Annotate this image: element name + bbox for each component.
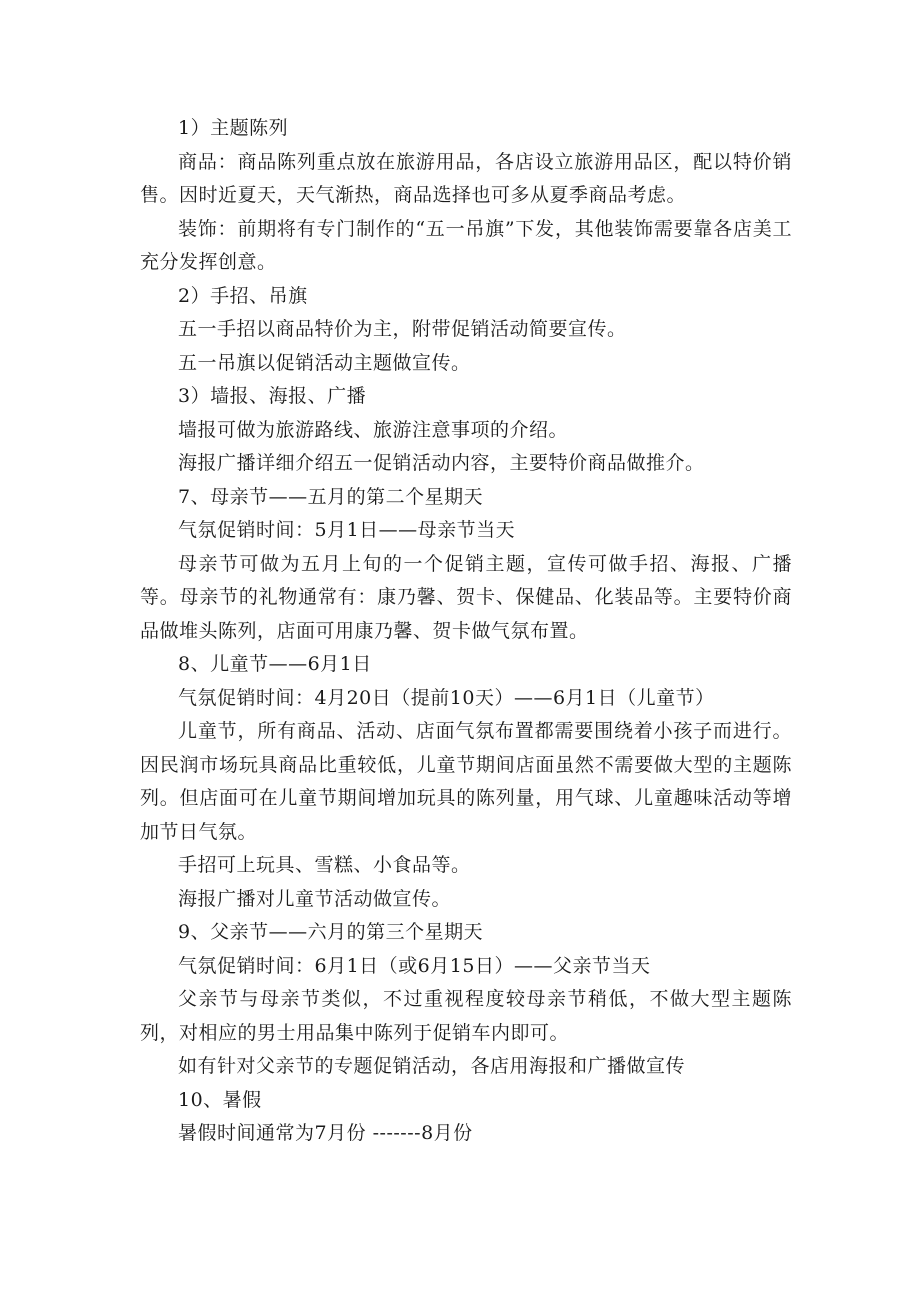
- section-heading-fathers-day: 9、父亲节——六月的第三个星期天: [178, 921, 484, 943]
- section-heading-theme-display: 1）主题陈列: [178, 117, 289, 139]
- paragraph-summer-vacation-time: 暑假时间通常为7月份 -------8月份: [178, 1122, 473, 1144]
- paragraph-fathers-day-body: 父亲节与母亲节类似，不过重视程度较母亲节稍低，不做大型主题陈列，对相应的男士用品集中陈列于促销车内即可。: [140, 988, 792, 1044]
- paragraph-wall-poster: 墙报可做为旅游路线、旅游注意事项的介绍。: [178, 418, 569, 441]
- section-heading-childrens-day: 8、儿童节——6月1日: [178, 653, 372, 675]
- document-page: [140, 112, 792, 1151]
- paragraph-poster-broadcast: 海报广播详细介绍五一促销活动内容，主要特价商品做推介。: [178, 452, 705, 474]
- paragraph-mothers-day-body: 母亲节可做为五月上旬的一个促销主题，宣传可做手招、海报、广播等。母亲节的礼物通常有：康乃馨、贺卡、保健品、化装品等。主要特价商品做堆头陈列，店面可用康乃馨、贺卡做气氛布置。: [140, 552, 792, 642]
- paragraph-fathers-day-promo: 如有针对父亲节的专题促销活动，各店用海报和广播做宣传: [178, 1055, 686, 1077]
- paragraph-banner: 五一吊旗以促销活动主题做宣传。: [178, 351, 471, 374]
- paragraph-mothers-day-time: 气氛促销时间：5月1日——母亲节当天: [178, 519, 516, 541]
- section-heading-wall-poster-broadcast: 3）墙报、海报、广播: [178, 385, 367, 407]
- paragraph-handbill: 五一手招以商品特价为主，附带促销活动简要宣传。: [178, 318, 627, 340]
- section-heading-handbill-banner: 2）手招、吊旗: [178, 284, 308, 307]
- paragraph-decoration: 装饰：前期将有专门制作的“五一吊旗”下发，其他装饰需要靠各店美工充分发挥创意。: [140, 217, 792, 273]
- section-heading-mothers-day: 7、母亲节——五月的第二个星期天: [178, 485, 484, 508]
- section-heading-summer-vacation: 10、暑假: [178, 1088, 262, 1111]
- paragraph-goods-display: 商品：商品陈列重点放在旅游用品，各店设立旅游用品区，配以特价销售。因时近夏天，天气渐热，商品选择也可多从夏季商品考虑。: [140, 150, 792, 206]
- paragraph-childrens-day-body: 儿童节，所有商品、活动、店面气氛布置都需要围绕着小孩子而进行。因民润市场玩具商品比重较低，儿童节期间店面虽然不需要做大型的主题陈列。但店面可在儿童节期间增加玩具的陈列量，用气球、儿童趣味活动等增加节日气氛。: [140, 720, 792, 843]
- paragraph-fathers-day-time: 气氛促销时间：6月1日（或6月15日）——父亲节当天: [178, 954, 651, 977]
- paragraph-childrens-day-poster: 海报广播对儿童节活动做宣传。: [178, 887, 452, 910]
- paragraph-childrens-day-time: 气氛促销时间：4月20日（提前10天）——6月1日（儿童节）: [178, 686, 715, 709]
- paragraph-childrens-day-handbill: 手招可上玩具、雪糕、小食品等。: [178, 854, 471, 876]
